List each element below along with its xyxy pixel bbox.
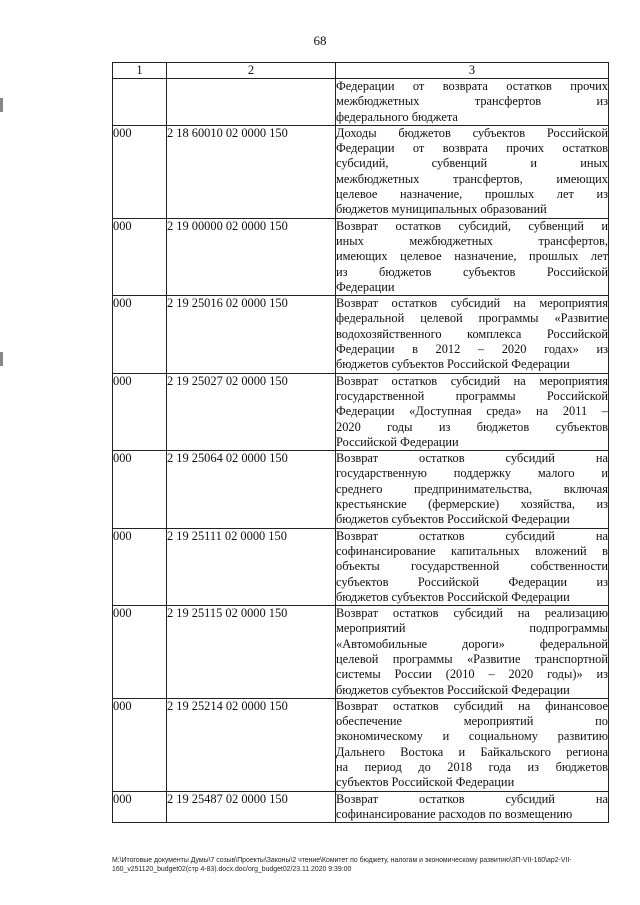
description-line: Федерации bbox=[336, 279, 395, 294]
description-line: крестьянские (фермерские) хозяйства, из bbox=[336, 497, 608, 512]
table-row bbox=[113, 218, 609, 295]
description-cell bbox=[336, 698, 609, 791]
description-line: софинансирование капитальных вложений в bbox=[336, 543, 608, 558]
description-line: Возврат остатков субсидий на мероприятия bbox=[336, 373, 608, 388]
description-cell bbox=[336, 125, 609, 218]
description-line: Дальнего Востока и Байкальского региона bbox=[336, 744, 608, 759]
description-line: бюджетов субъектов Российской Федерации bbox=[336, 682, 570, 697]
description-line: среднего предпринимательства, включая bbox=[336, 481, 608, 496]
description-line: водохозяйственного комплекса Российской bbox=[336, 326, 608, 341]
budget-code-cell bbox=[167, 79, 336, 126]
table-row bbox=[113, 528, 609, 605]
description-line: федеральной целевой программы «Развитие bbox=[336, 311, 608, 326]
admin-code-cell: 000 bbox=[113, 296, 167, 373]
admin-code-cell: 000 bbox=[113, 606, 167, 699]
description-line: субсидий, субвенций и иных bbox=[336, 156, 608, 171]
table-row bbox=[113, 698, 609, 791]
description-line: мероприятий подпрограммы bbox=[336, 621, 608, 636]
description-line: бюджетов муниципальных образований bbox=[336, 202, 547, 217]
budget-code-cell: 2 19 25027 02 0000 150 bbox=[167, 373, 336, 450]
admin-code-cell: 000 bbox=[113, 373, 167, 450]
description-line: межбюджетных трансфертов, имеющих bbox=[336, 171, 608, 186]
description-cell bbox=[336, 791, 609, 823]
description-cell bbox=[336, 451, 609, 528]
file-path-footer bbox=[112, 856, 612, 874]
description-line: Возврат остатков субсидий на мероприятия bbox=[336, 296, 608, 311]
description-line: бюджетов субъектов Российской Федерации bbox=[336, 357, 570, 372]
description-line: Федерации от возврата прочих остатков bbox=[336, 141, 608, 156]
description-line: обеспечение мероприятий по bbox=[336, 714, 608, 729]
description-line: Федерации от возврата остатков прочих bbox=[336, 79, 608, 93]
description-line: целевой программы «Развитие транспортной bbox=[336, 651, 608, 666]
table-row bbox=[113, 296, 609, 373]
description-cell bbox=[336, 528, 609, 605]
column-header-3: 3 bbox=[336, 63, 609, 79]
description-line: бюджетов субъектов Российской Федерации bbox=[336, 589, 570, 604]
footer-line: 160_v251120_budget02(стр 4-83).docx.doc/org_budget02/23.11.2020 9:39:00 bbox=[112, 866, 352, 873]
admin-code-cell: 000 bbox=[113, 528, 167, 605]
description-line: иных межбюджетных трансфертов, bbox=[336, 233, 608, 248]
description-line: государственную поддержку малого и bbox=[336, 466, 608, 481]
table-row bbox=[113, 451, 609, 528]
admin-code-cell: 000 bbox=[113, 125, 167, 218]
description-line: имеющих целевое назначение, прошлых лет bbox=[336, 249, 608, 264]
description-line: из бюджетов субъектов Российской bbox=[336, 264, 608, 279]
page-number: 68 bbox=[313, 33, 327, 48]
admin-code-cell: 000 bbox=[113, 791, 167, 823]
description-line: федерального бюджета bbox=[336, 109, 458, 124]
description-line: Федерации в 2012 – 2020 годах» из bbox=[336, 342, 608, 357]
description-line: целевое назначение, прошлых лет из bbox=[336, 187, 608, 202]
description-line: системы России (2010 – 2020 годы)» из bbox=[336, 667, 608, 682]
description-line: бюджетов субъектов Российской Федерации bbox=[336, 512, 570, 527]
admin-code-cell: 000 bbox=[113, 451, 167, 528]
column-header-1: 1 bbox=[113, 63, 167, 79]
description-line: Федерации «Доступная среда» на 2011 – bbox=[336, 404, 608, 419]
budget-code-cell: 2 19 25016 02 0000 150 bbox=[167, 296, 336, 373]
table-row bbox=[113, 79, 609, 126]
description-line: «Автомобильные дороги» федеральной bbox=[336, 636, 608, 651]
table-header-row bbox=[113, 63, 609, 79]
footer-line: М:\Итоговые документы Думы\7 созыв\Проекты\Законы\2 чтение\Комитет по бюджету, налогам и экономическому развитию\3П-VII-160\ap2-VII- bbox=[112, 857, 572, 864]
description-line: субъектов Российской Федерации из bbox=[336, 574, 608, 589]
table-row bbox=[113, 373, 609, 450]
description-cell bbox=[336, 296, 609, 373]
description-line: софинансирование расходов по возмещению bbox=[336, 806, 573, 821]
description-line: межбюджетных трансфертов из bbox=[336, 94, 608, 109]
description-line: Возврат остатков субсидий на bbox=[336, 791, 608, 806]
budget-code-cell: 2 19 25214 02 0000 150 bbox=[167, 698, 336, 791]
table-body bbox=[113, 79, 609, 823]
column-header-2: 2 bbox=[167, 63, 336, 79]
description-line: 2020 годы из бюджетов субъектов bbox=[336, 419, 608, 434]
table-row bbox=[113, 791, 609, 823]
budget-code-cell: 2 19 25111 02 0000 150 bbox=[167, 528, 336, 605]
description-line: экономическому и социальному развитию bbox=[336, 729, 608, 744]
description-line: субъектов Российской Федерации bbox=[336, 775, 515, 790]
budget-code-cell: 2 19 25064 02 0000 150 bbox=[167, 451, 336, 528]
budget-code-cell: 2 18 60010 02 0000 150 bbox=[167, 125, 336, 218]
description-line: Возврат остатков субсидий на bbox=[336, 528, 608, 543]
description-line: на период до 2018 года из бюджетов bbox=[336, 760, 608, 775]
description-line: Возврат остатков субсидий, субвенций и bbox=[336, 218, 608, 233]
budget-code-cell: 2 19 25487 02 0000 150 bbox=[167, 791, 336, 823]
description-line: Возврат остатков субсидий на bbox=[336, 451, 608, 466]
table-row bbox=[113, 125, 609, 218]
description-cell bbox=[336, 79, 609, 126]
description-line: государственной программы Российской bbox=[336, 388, 608, 403]
margin-mark bbox=[0, 98, 3, 112]
budget-table bbox=[112, 62, 609, 823]
admin-code-cell bbox=[113, 79, 167, 126]
admin-code-cell: 000 bbox=[113, 218, 167, 295]
description-cell bbox=[336, 373, 609, 450]
budget-code-cell: 2 19 25115 02 0000 150 bbox=[167, 606, 336, 699]
description-line: объекты государственной собственности bbox=[336, 559, 608, 574]
description-line: Российской Федерации bbox=[336, 434, 459, 449]
description-line: Возврат остатков субсидий на финансовое bbox=[336, 698, 608, 713]
budget-code-cell: 2 19 00000 02 0000 150 bbox=[167, 218, 336, 295]
admin-code-cell: 000 bbox=[113, 698, 167, 791]
table-row bbox=[113, 606, 609, 699]
description-cell bbox=[336, 218, 609, 295]
description-cell bbox=[336, 606, 609, 699]
description-line: Доходы бюджетов субъектов Российской bbox=[336, 125, 608, 140]
margin-mark bbox=[0, 352, 3, 366]
description-line: Возврат остатков субсидий на реализацию bbox=[336, 606, 608, 621]
